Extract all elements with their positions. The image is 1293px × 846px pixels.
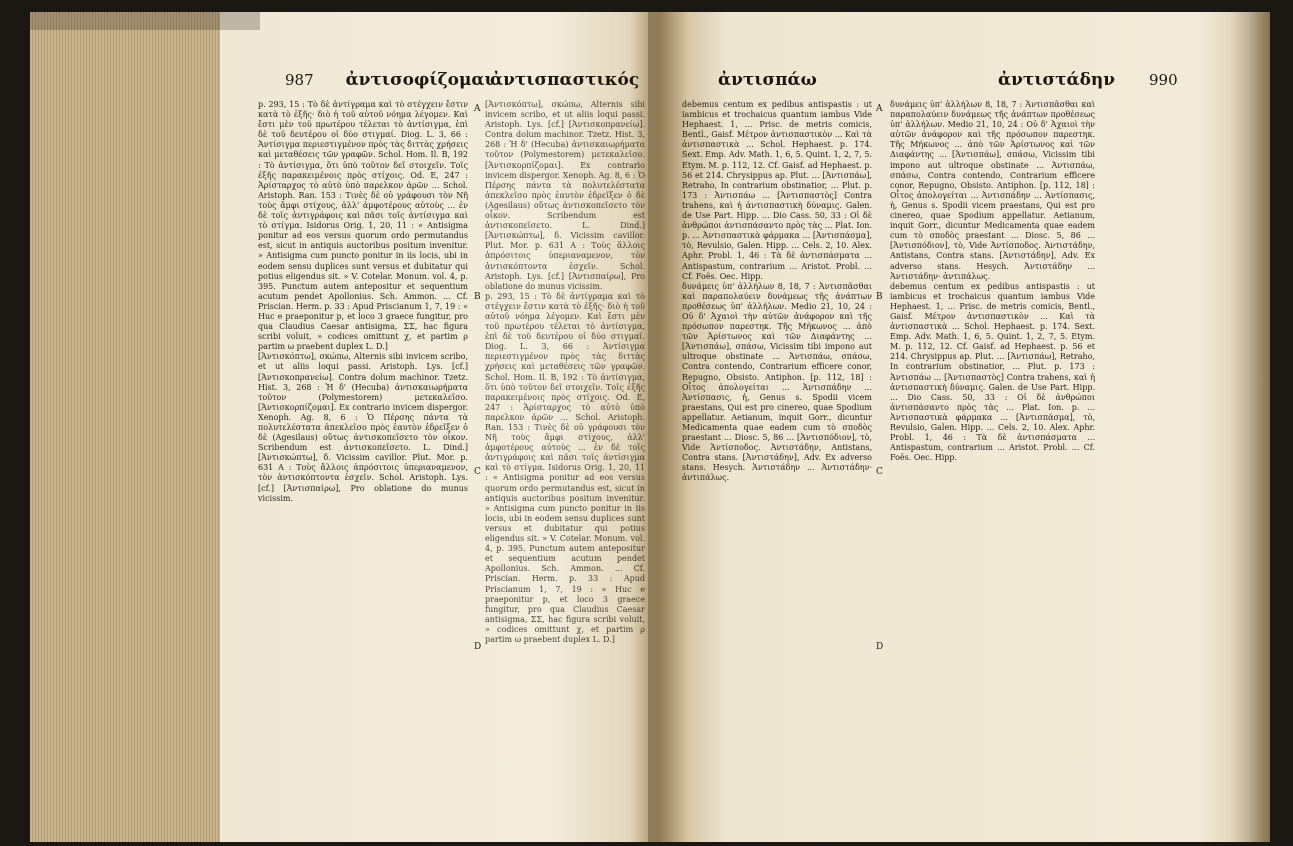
- margin-letter: B: [876, 292, 883, 302]
- right-page: [658, 12, 1270, 842]
- page-edges: [30, 12, 220, 842]
- left-page-column-2: [485, 100, 645, 830]
- column-text: p. 293, 15 : Τὸ δὲ ἀντίγραμα καὶ τὸ στέγχειν ἔστιν κατὰ τὸ ἐξῆς· διὸ ἡ τοῦ αὐτοῦ νόημα λέγομεν. Καὶ ἔστι μὲν τοῦ πρωτέρου τέλεται τὸ ἀντίσιγμα, ἐπὶ δὲ τοῦ δευτέρου οἱ δύο στιγμαί. Diog. L. 3, 66 : Ἀντίσιγμα περιεστιγμένον πρὸς τὰς διττὰς χρήσεις καὶ μεταθέσεις τῶν γραφῶν. Schol. Hom. Il. B, 192 : Τὸ ἀντίσιγμα, ὅτι ὑπὸ τοῦτον δεῖ στοιχεῖν. Τοῖς ἐξῆς παρακειμένοις πρὸς στίχοις. Od. E, 247 : Ἀρίσταρχος τὸ αὐτὸ ὑπὸ παρελκον ἀρῶν ... Schol. Aristoph. Ran. 153 : Τινὲς δὲ οὐ γράφουσι τὸν Νῆ τοὺς ἄμφι στίχους, ἀλλ' ἀμφοτέρους αὐτοὺς ... ἐν δὲ τοῖς ἀντιγράφοις καὶ πᾶσι τοῖς ἀντίσιγμα καὶ τὸ στίγμα. Isidorus Orig. 1, 20, 11 : « Antisigma ponitur ad eos versus quorum ordo permutandus est, sicut in antiquis auctoribus positum invenitur. » Antisigma cum puncto ponitur in iis locis, ubi in eodem sensu duplices sunt versus et dubitatur qui potius eligendus sit. » V. Cotelar. Monum. vol. 4, p. 395. Punctum autem antepositur et sequentium acutum pendet Apollonius. Sch. Ammon. ... Cf. Priscian. Herm. p. 33 : Apud Priscianum 1, 7, 19 : « Huc e praeponitur p, et loco 3 graece fungitur, pro qua Claudius Caesar antisigma, ΣΣ, hac figura scribi voluit, » codices omittunt χ, et partim ρ partim ω praebent duplex L. D.]: [485, 291, 645, 644]
- page-number: 990: [1149, 71, 1178, 89]
- left-page-column-1: [258, 100, 468, 830]
- left-page-header: [285, 70, 493, 90]
- column-text: debemus centum ex pedibus antispastis : ut iambicus et trochaicus quantum iambus Vide Hephaest. 1, ... Prisc. de metris comicis, Bentl., Gaisf. Μέτρον ἀντισπαστικὸν ... Καὶ τὰ ἀντισπαστικὰ ... Schol. Hephaest. p. 174. Sext. Emp. Adv. Math. 1, 6, 5. Quint. 1, 2, 7, 5. Etym. M. p. 112, 12. Cf. Gaisf. ad Hephaest. p. 56 et 214. Chrysippus ap. Plut. ... [Ἀντισπάω], Retraho, In contrarium obstinatior, ... Plut. p. 173 : Ἀντισπάω ... [Ἀντισπαστὸς] Contra trahens, καὶ ἡ ἀντισπαστικὴ δύναμις. Galen. de Use Part. Hipp. ... Dio Cass. 50, 33 : Οἱ δὲ ἀνθρώποι ἀντισπάσαντο πρὸς τὰς ... Plat. Ion. p. ... Ἀντισπαστικὰ φάρμακα ... [Ἀντισπάσμα], τὸ, Revulsio, Galen. Hipp. ... Cels. 2, 10. Alex. Aphr. Probl. 1, 46 : Τὰ δὲ ἀντισπάσματα ... Antispastum, contrarium ... Aristot. Probl. ... Cf. Foës. Oec. Hipp.: [682, 100, 872, 281]
- right-page-column-2: [890, 100, 1095, 830]
- headword-right: ἀντισπαστικός: [490, 70, 640, 90]
- margin-letter: C: [474, 467, 481, 477]
- margin-letter: C: [876, 467, 883, 477]
- column-text: [Ἀντισκόπτω], σκώπω, Alternis sibi invicem scribo, et ut aliis loqui passi. Aristoph. Lys. [cf.] [Ἀντισκοπρανείω]. Contra dolum machinor. Tzetz. Hist. 3, 268 : Ἡ δ' (Hecuba) ἀντισκαιωρήματα τοῦτον (Polymestorem) μετεκαλεῖσο. [Ἀντισκορπίζομαι]. Ex contrario invicem dispergor. Xenoph. Ag. 8, 6 : Ὁ Πέρσης πάντα τὰ πολυτελέστατα ἀπεκλεῖσο πρὸς ἑαυτὸν ἐδρεῖξεν ὁ δὲ (Agesilaus) οὕτως ἀντισκοπεῖσετο τὸν οἶκον. Scribendum est ἀντισκοπεῖσετο. L. Dind.] [Ἀντισκώπτω], δ. Vicissim cavillor. Plut. Mor. p. 631 A : Τοὺς ἄλλοις ἀπρόσιτοις ὑπεριαναμενον, τὸν ἀντισκόπτοντα ἐσχεῖν. Schol. Aristoph. Lys. [cf.] [Ἀντισπαίρω], Pro oblatione do munus vicissim.: [258, 352, 468, 503]
- column-text: δυνάμεις ὑπ' ἀλλήλων 8, 18, 7 : Ἀντισπᾶσθαι καὶ παραπολαύειν δυνάμεως τῆς ἀνάπτων προθέσεως ὑπ' ἀλλήλων. Medio 21, 10, 24 : Οὐ δ' Ἀχαιοὶ τὴν αὐτῶν ἀνάφορον καὶ τῆς πρόσωπον παρεστηκ. Τῆς Μήκωνος ... ἀπὸ τῶν Ἀρίστωνος καὶ τῶν Διαφάντης ... [Ἀντισπάω], σπάσω, Vicissim tibi impono aut ultroque obstinate ... Ἀντισπάω, σπάσω, Contra contendo, Contrarium efficere conor, Repugno, Obsisto. Antiphon. [p. 112, 18] : Οἶτος ἀπολογείται ... Ἀντισπάδην ... Ἀντίσπασις, ἡ, Genus s. Spodii vicem praestans, Qui est pro cinereo, quae Spodium appellatur. Aetianum, inquit Gorr., dicuntur Medicamenta quae eadem cum τὸ σποδὸς praestant ... Diosc. 5, 86 ... [Ἀντισπόδιον], τὸ, Vide Ἀντίσποδος. Ἀντιστάδην, Antistans, Contra stans. [Ἀντιστάδην], Adv. Ex adverso stans. Hesych. Ἀντιστάδην ... Ἀντιστάδην· ἀντιπάλως.: [890, 100, 1095, 281]
- column-text: p. 293, 15 : Τὸ δὲ ἀντίγραμα καὶ τὸ στέγχειν ἔστιν κατὰ τὸ ἐξῆς· διὸ ἡ τοῦ αὐτοῦ νόημα λέγομεν. Καὶ ἔστι μὲν τοῦ πρωτέρου τέλεται τὸ ἀντίσιγμα, ἐπὶ δὲ τοῦ δευτέρου οἱ δύο στιγμαί. Diog. L. 3, 66 : Ἀντίσιγμα περιεστιγμένον πρὸς τὰς διττὰς χρήσεις καὶ μεταθέσεις τῶν γραφῶν. Schol. Hom. Il. B, 192 : Τὸ ἀντίσιγμα, ὅτι ὑπὸ τοῦτον δεῖ στοιχεῖν. Τοῖς ἐξῆς παρακειμένοις πρὸς στίχοις. Od. E, 247 : Ἀρίσταρχος τὸ αὐτὸ ὑπὸ παρελκον ἀρῶν ... Schol. Aristoph. Ran. 153 : Τινὲς δὲ οὐ γράφουσι τὸν Νῆ τοὺς ἄμφι στίχους, ἀλλ' ἀμφοτέρους αὐτοὺς ... ἐν δὲ τοῖς ἀντιγράφοις καὶ πᾶσι τοῖς ἀντίσιγμα καὶ τὸ στίγμα. Isidorus Orig. 1, 20, 11 : « Antisigma ponitur ad eos versus quorum ordo permutandus est, sicut in antiquis auctoribus positum invenitur. » Antisigma cum puncto ponitur in iis locis, ubi in eodem sensu duplices sunt versus et dubitatur qui potius eligendus sit. » V. Cotelar. Monum. vol. 4, p. 395. Punctum autem antepositur et sequentium acutum pendet Apollonius. Sch. Ammon. ... Cf. Priscian. Herm. p. 33 : Apud Priscianum 1, 7, 19 : « Huc e praeponitur p, et loco 3 graece fungitur, pro qua Claudius Caesar antisigma, ΣΣ, hac figura scribi voluit, » codices omittunt χ, et partim ρ partim ω praebent duplex L. D.]: [258, 100, 468, 352]
- column-text: δυνάμεις ὑπ' ἀλλήλων 8, 18, 7 : Ἀντισπᾶσθαι καὶ παραπολαύειν δυνάμεως τῆς ἀνάπτων προθέσεως ὑπ' ἀλλήλων. Medio 21, 10, 24 : Οὐ δ' Ἀχαιοὶ τὴν αὐτῶν ἀνάφορον καὶ τῆς πρόσωπον παρεστηκ. Τῆς Μήκωνος ... ἀπὸ τῶν Ἀρίστωνος καὶ τῶν Διαφάντης ... [Ἀντισπάω], σπάσω, Vicissim tibi impono aut ultroque obstinate ... Ἀντισπάω, σπάσω, Contra contendo, Contrarium efficere conor, Repugno, Obsisto. Antiphon. [p. 112, 18] : Οἶτος ἀπολογείται ... Ἀντισπάδην ... Ἀντίσπασις, ἡ, Genus s. Spodii vicem praestans, Qui est pro cinereo, quae Spodium appellatur. Aetianum, inquit Gorr., dicuntur Medicamenta quae eadem cum τὸ σποδὸς praestant ... Diosc. 5, 86 ... [Ἀντισπόδιον], τὸ, Vide Ἀντίσποδος. Ἀντιστάδην, Antistans, Contra stans. [Ἀντιστάδην], Adv. Ex adverso stans. Hesych. Ἀντιστάδην ... Ἀντιστάδην· ἀντιπάλως.: [682, 281, 872, 483]
- headword-left: ἀντισοφίζομαι: [345, 70, 493, 90]
- right-page-column-1: [682, 100, 872, 830]
- left-page: [30, 12, 658, 842]
- margin-letter: B: [474, 292, 481, 302]
- margin-letter: A: [876, 104, 883, 114]
- headword-left: ἀντισπάω: [718, 70, 817, 90]
- right-page-header-right: [998, 70, 1178, 90]
- column-text: debemus centum ex pedibus antispastis : ut iambicus et trochaicus quantum iambus Vide Hephaest. 1, ... Prisc. de metris comicis, Bentl., Gaisf. Μέτρον ἀντισπαστικὸν ... Καὶ τὰ ἀντισπαστικὰ ... Schol. Hephaest. p. 174. Sext. Emp. Adv. Math. 1, 6, 5. Quint. 1, 2, 7, 5. Etym. M. p. 112, 12. Cf. Gaisf. ad Hephaest. p. 56 et 214. Chrysippus ap. Plut. ... [Ἀντισπάω], Retraho, In contrarium obstinatior, ... Plut. p. 173 : Ἀντισπάω ... [Ἀντισπαστὸς] Contra trahens, καὶ ἡ ἀντισπαστικὴ δύναμις. Galen. de Use Part. Hipp. ... Dio Cass. 50, 33 : Οἱ δὲ ἀνθρώποι ἀντισπάσαντο πρὸς τὰς ... Plat. Ion. p. ... Ἀντισπαστικὰ φάρμακα ... [Ἀντισπάσμα], τὸ, Revulsio, Galen. Hipp. ... Cels. 2, 10. Alex. Aphr. Probl. 1, 46 : Τὰ δὲ ἀντισπάσματα ... Antispastum, contrarium ... Aristot. Probl. ... Cf. Foës. Oec. Hipp.: [890, 281, 1095, 463]
- column-text: [Ἀντισκόπτω], σκώπω, Alternis sibi invicem scribo, et ut aliis loqui passi. Aristoph. Lys. [cf.] [Ἀντισκοπρανείω]. Contra dolum machinor. Tzetz. Hist. 3, 268 : Ἡ δ' (Hecuba) ἀντισκαιωρήματα τοῦτον (Polymestorem) μετεκαλεῖσο. [Ἀντισκορπίζομαι]. Ex contrario invicem dispergor. Xenoph. Ag. 8, 6 : Ὁ Πέρσης πάντα τὰ πολυτελέστατα ἀπεκλεῖσο πρὸς ἑαυτὸν ἐδρεῖξεν ὁ δὲ (Agesilaus) οὕτως ἀντισκοπεῖσετο τὸν οἶκον. Scribendum est ἀντισκοπεῖσετο. L. Dind.] [Ἀντισκώπτω], δ. Vicissim cavillor. Plut. Mor. p. 631 A : Τοὺς ἄλλοις ἀπρόσιτοις ὑπεριαναμενον, τὸν ἀντισκόπτοντα ἐσχεῖν. Schol. Aristoph. Lys. [cf.] [Ἀντισπαίρω], Pro oblatione do munus vicissim.: [485, 100, 645, 291]
- margin-letter: A: [474, 104, 481, 114]
- open-book: [30, 12, 1270, 842]
- margin-letter: D: [474, 642, 482, 652]
- headword-right: ἀντιστάδην: [998, 70, 1116, 90]
- right-page-header: [718, 70, 817, 90]
- margin-letter: D: [876, 642, 884, 652]
- page-number: 987: [285, 71, 314, 89]
